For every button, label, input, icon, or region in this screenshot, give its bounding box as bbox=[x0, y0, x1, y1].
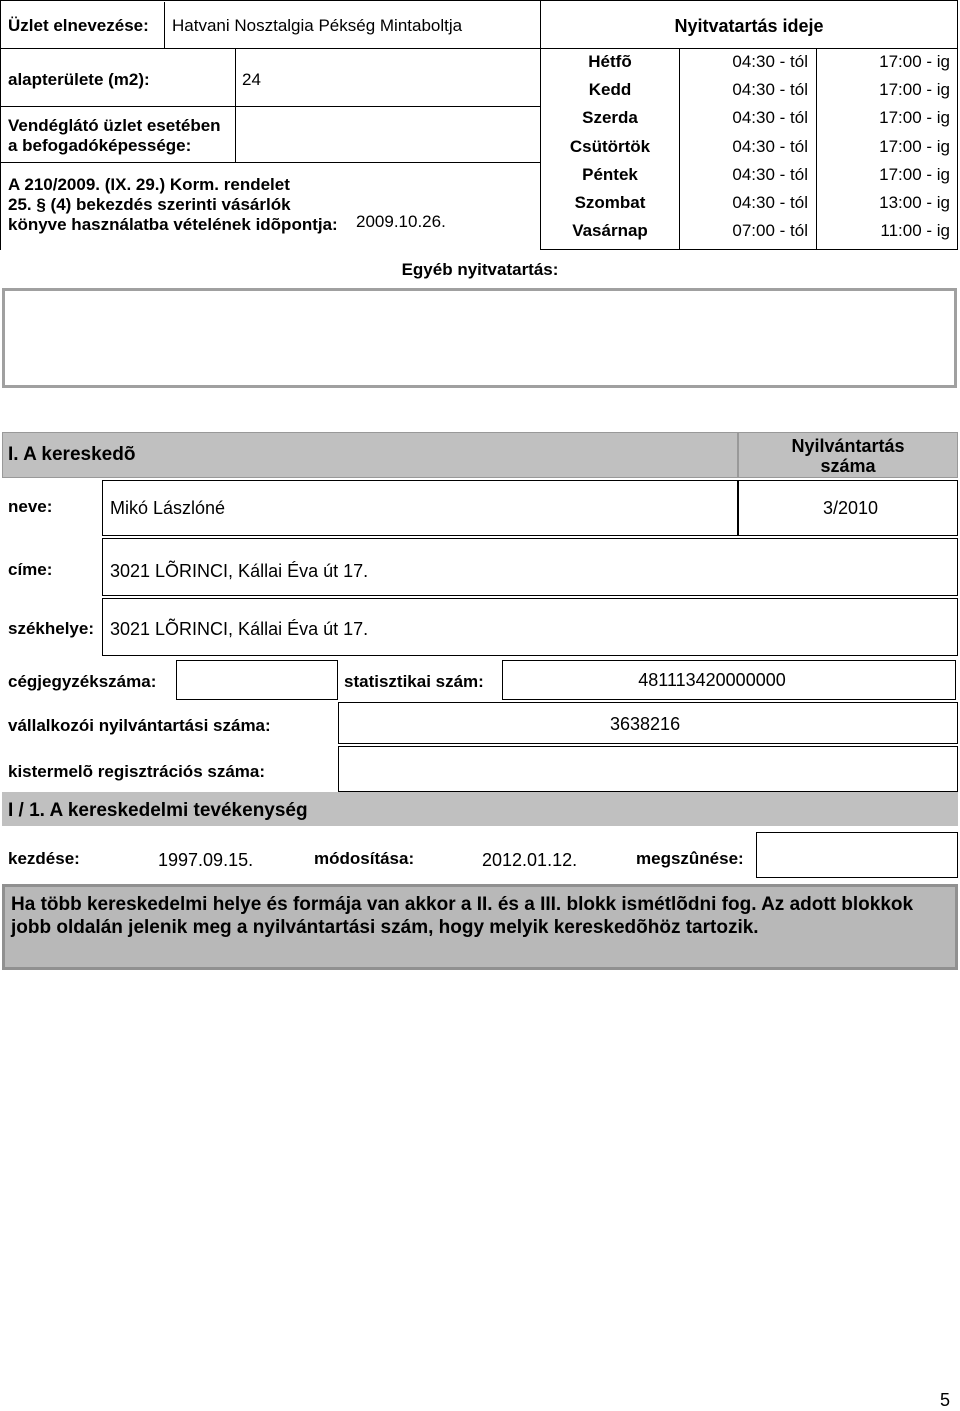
hours-title: Nyitvatartás ideje bbox=[674, 16, 824, 36]
hours-to: 13:00 - ig bbox=[879, 193, 950, 212]
merchant-section-title: I. A kereskedõ bbox=[8, 444, 136, 465]
address-value: 3021 LÕRINCI, Kállai Éva út 17. bbox=[110, 561, 369, 581]
stat-label: statisztikai szám: bbox=[344, 672, 484, 691]
modified-label: módosítása: bbox=[314, 849, 415, 868]
entrepreneur-value: 3638216 bbox=[610, 714, 681, 734]
store-name-divider bbox=[164, 2, 165, 48]
seat-label: székhelye: bbox=[8, 619, 94, 638]
hours-from: 04:30 - tól bbox=[732, 108, 808, 127]
capacity-label-1: Vendéglátó üzlet esetében bbox=[8, 116, 221, 135]
hours-day: Hétfõ bbox=[588, 52, 632, 71]
hours-day: Szerda bbox=[582, 108, 638, 127]
note-box bbox=[2, 884, 958, 970]
company-reg-box bbox=[176, 660, 338, 700]
hours-to: 17:00 - ig bbox=[879, 80, 950, 99]
store-name-label: Üzlet elnevezése: bbox=[8, 16, 149, 35]
hours-from: 04:30 - tól bbox=[732, 193, 808, 212]
hours-from: 04:30 - tól bbox=[732, 165, 808, 184]
company-reg-label: cégjegyzékszáma: bbox=[8, 672, 157, 691]
capacity-label-2: a befogadóképessége: bbox=[8, 136, 192, 155]
hours-to: 17:00 - ig bbox=[879, 165, 950, 184]
start-value: 1997.09.15. bbox=[158, 850, 254, 870]
registry-header-2: száma bbox=[820, 456, 876, 476]
name-label: neve: bbox=[8, 497, 53, 516]
hours-from: 04:30 - tól bbox=[732, 137, 808, 156]
hours-to: 17:00 - ig bbox=[879, 137, 950, 156]
area-label: alapterülete (m2): bbox=[8, 70, 150, 89]
hours-to: 17:00 - ig bbox=[879, 52, 950, 71]
name-value: Mikó Lászlóné bbox=[110, 498, 226, 518]
page-number: 5 bbox=[940, 1390, 951, 1410]
stat-value: 481113420000000 bbox=[638, 670, 786, 690]
registry-number: 3/2010 bbox=[822, 498, 878, 518]
start-label: kezdése: bbox=[8, 849, 80, 868]
decree-line-3: könyve használatba vételének idõpontja: bbox=[8, 215, 338, 234]
hours-hline bbox=[540, 48, 958, 49]
end-box bbox=[756, 832, 958, 878]
hours-to: 11:00 - ig bbox=[880, 221, 950, 240]
modified-value: 2012.01.12. bbox=[482, 850, 578, 870]
hours-from: 04:30 - tól bbox=[732, 80, 808, 99]
hours-to: 17:00 - ig bbox=[879, 108, 950, 127]
hours-from: 04:30 - tól bbox=[732, 52, 808, 71]
header-hline-3 bbox=[0, 162, 540, 163]
end-label: megszûnése: bbox=[636, 849, 744, 868]
decree-line-2: 25. § (4) bekezdés szerinti vásárlók bbox=[8, 195, 291, 214]
store-name-value: Hatvani Nosztalgia Pékség Mintaboltja bbox=[172, 16, 463, 35]
hours-day: Vasárnap bbox=[572, 221, 648, 240]
area-value: 24 bbox=[242, 70, 261, 89]
address-label: címe: bbox=[8, 560, 53, 579]
other-hours-box bbox=[2, 288, 957, 388]
seat-value: 3021 LÕRINCI, Kállai Éva út 17. bbox=[110, 619, 369, 639]
header-hline-2 bbox=[0, 106, 540, 107]
hours-day: Kedd bbox=[588, 80, 632, 99]
decree-line-1: A 210/2009. (IX. 29.) Korm. rendelet bbox=[8, 175, 290, 194]
hours-day: Csütörtök bbox=[569, 137, 651, 156]
other-hours-label: Egyéb nyitvatartás: bbox=[401, 260, 559, 279]
hours-day: Szombat bbox=[574, 193, 646, 212]
hours-from: 07:00 - tól bbox=[732, 221, 808, 240]
smallproducer-label: kistermelõ regisztrációs száma: bbox=[8, 762, 266, 781]
registry-header-1: Nyilvántartás bbox=[791, 436, 905, 456]
note-text: Ha több kereskedelmi helye és formája van akkor a II. és a III. blokk ismétlõdni fog. Az adott blokkok jobb oldalán jelenik meg a nyilvántartási szám, hogy melyik kereskedõhöz tartozik. bbox=[11, 894, 914, 938]
smallproducer-box bbox=[338, 746, 958, 792]
entrepreneur-label: vállalkozói nyilvántartási száma: bbox=[8, 716, 271, 735]
activity-section-title: I / 1. A kereskedelmi tevékenység bbox=[8, 800, 308, 821]
header-hline-1 bbox=[0, 48, 540, 49]
hours-day: Péntek bbox=[582, 165, 638, 184]
decree-date: 2009.10.26. bbox=[356, 212, 446, 231]
